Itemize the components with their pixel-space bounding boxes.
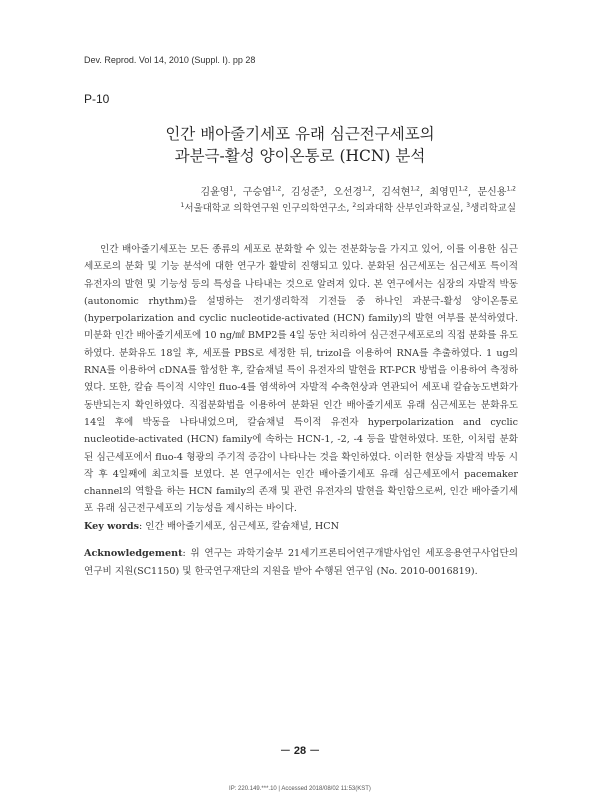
author-list: 김윤영$^1$, 구승엽$^{1,2}$, 김성준$^3$, 오선경$^{1,2}$, 김석현$^{1,2}$, 최영민$^{1,2}$, 문신용$^{1,2}$ [200,186,516,199]
paper-number: P-10 [84,92,110,106]
abstract-paragraph: 인간 배아줄기세포는 모든 종류의 세포로 분화할 수 있는 전분화능을 가지고 있어, 이를 이용한 심근세포로의 분화 및 기능 분석에 대한 연구가 활발히 진행되고 있다. 분화된 심근세포는 심근세포 특이적 유전자의 발현 및 기능성 등의 특성을 나타내는 것으로 알려져 있다. 본 연구에서는 심장의 자발적 박동 (autonomic rhythm)을 설명하는 전기생리학적 기전들 중 하나인 과분극-활성 양이온통로 (hyperpolarization and cyclic nucleotide-activated (HCN) family)의 발현 여부를 분석하였다. 미분화 인간 배아줄기세포에 10 ng/㎖ BMP2를 4일 동안 처리하여 심근전구세포로의 직접 분화를 유도하였다. 분화유도 18일 후, 세포를 PBS로 세정한 뒤, trizol을 이용하여 RNA를 추출하였다. 1 ug의 RNA를 이용하여 cDNA를 합성한 후, 칼슘채널 특이 유전자의 발현을 RT-PCR 방법을 이용하여 측정하였다. 또한, 칼슘 특이적 시약인 fluo-4를 염색하여 자발적 수축현상과 연관되어 세포내 칼슘농도변화가 동반되는지 확인하였다. 직접분화법을 이용하여 분화된 인간 배아줄기세포 유래 심근세포는 분화유도 14일 후에 박동을 나타내었으며, 칼슘채널 특이적 유전자 hyperpolarization and cyclic nucleotide-activated (HCN) family에 속하는 HCN-1, -2, -4 등을 발현하였다. 또한, 이처럼 분화된 심근세포에서 fluo-4 형광의 주기적 증감이 나타나는 것을 확인하였다. 이러한 현상들 자발적 박동 시작 후 4일째에 최고치를 보였다. 본 연구에서는 인간 배아줄기세포 유래 심근세포에서 pacemaker channel의 역할을 하는 HCN family의 존재 및 관련 유전자의 발현을 확인함으로써, 인간 배아줄기세포 유래 심근전구세포의 기능성을 제시하는 바이다. [84,244,518,515]
access-footer: IP: 220.149.***.10 | Accessed 2018/08/02 11:53(KST) [229,786,371,792]
affiliation-list: $^1$서울대학교 의학연구원 인구의학연구소, $^2$의과대학 산부인과학교실, $^3$생리학교실 [180,201,516,214]
page-number: － 28 － [279,745,321,757]
affiliation: 생리학교실 [470,203,516,214]
affiliation: 서울대학교 의학연구원 인구의학연구소, [184,203,350,214]
author: 김석현$^{1,2}$ [381,186,420,199]
acknowledgement [84,545,518,581]
author: 구승엽$^{1,2}$ [242,186,282,199]
keywords [84,518,518,535]
author: 오선경$^{1,2}$ [333,186,372,199]
acknowledgement-label: Acknowledgement [84,548,183,559]
acknowledgement-text: : 위 연구는 과학기술부 21세기프론티어연구개발사업인 세포응용연구사업단의 연구비 지원(SC1150) 및 한국연구재단의 지원을 받아 수행된 연구임 (No. 2010-0016819). [84,548,518,577]
title-line-1: 인간 배아줄기세포 유래 심근전구세포의 [165,125,435,143]
author: 김윤영$^1$ [200,186,234,199]
author: 김성준$^3$ [290,186,324,199]
paper-title [0,123,600,167]
title-line-2: 과분극-활성 양이온통로 (HCN) 분석 [174,147,426,165]
author: 최영민$^{1,2}$ [429,186,468,199]
abstract [84,241,518,518]
affiliation: 의과대학 산부인과학교실, [356,203,464,214]
keywords-text: : 인간 배아줄기세포, 심근세포, 칼슘채널, HCN [138,521,339,532]
author: 문신용$^{1,2}$ [477,186,516,199]
keywords-label: Key words [84,521,139,532]
journal-header: Dev. Reprod. Vol 14, 2010 (Suppl. I). pp 28 [84,55,256,65]
